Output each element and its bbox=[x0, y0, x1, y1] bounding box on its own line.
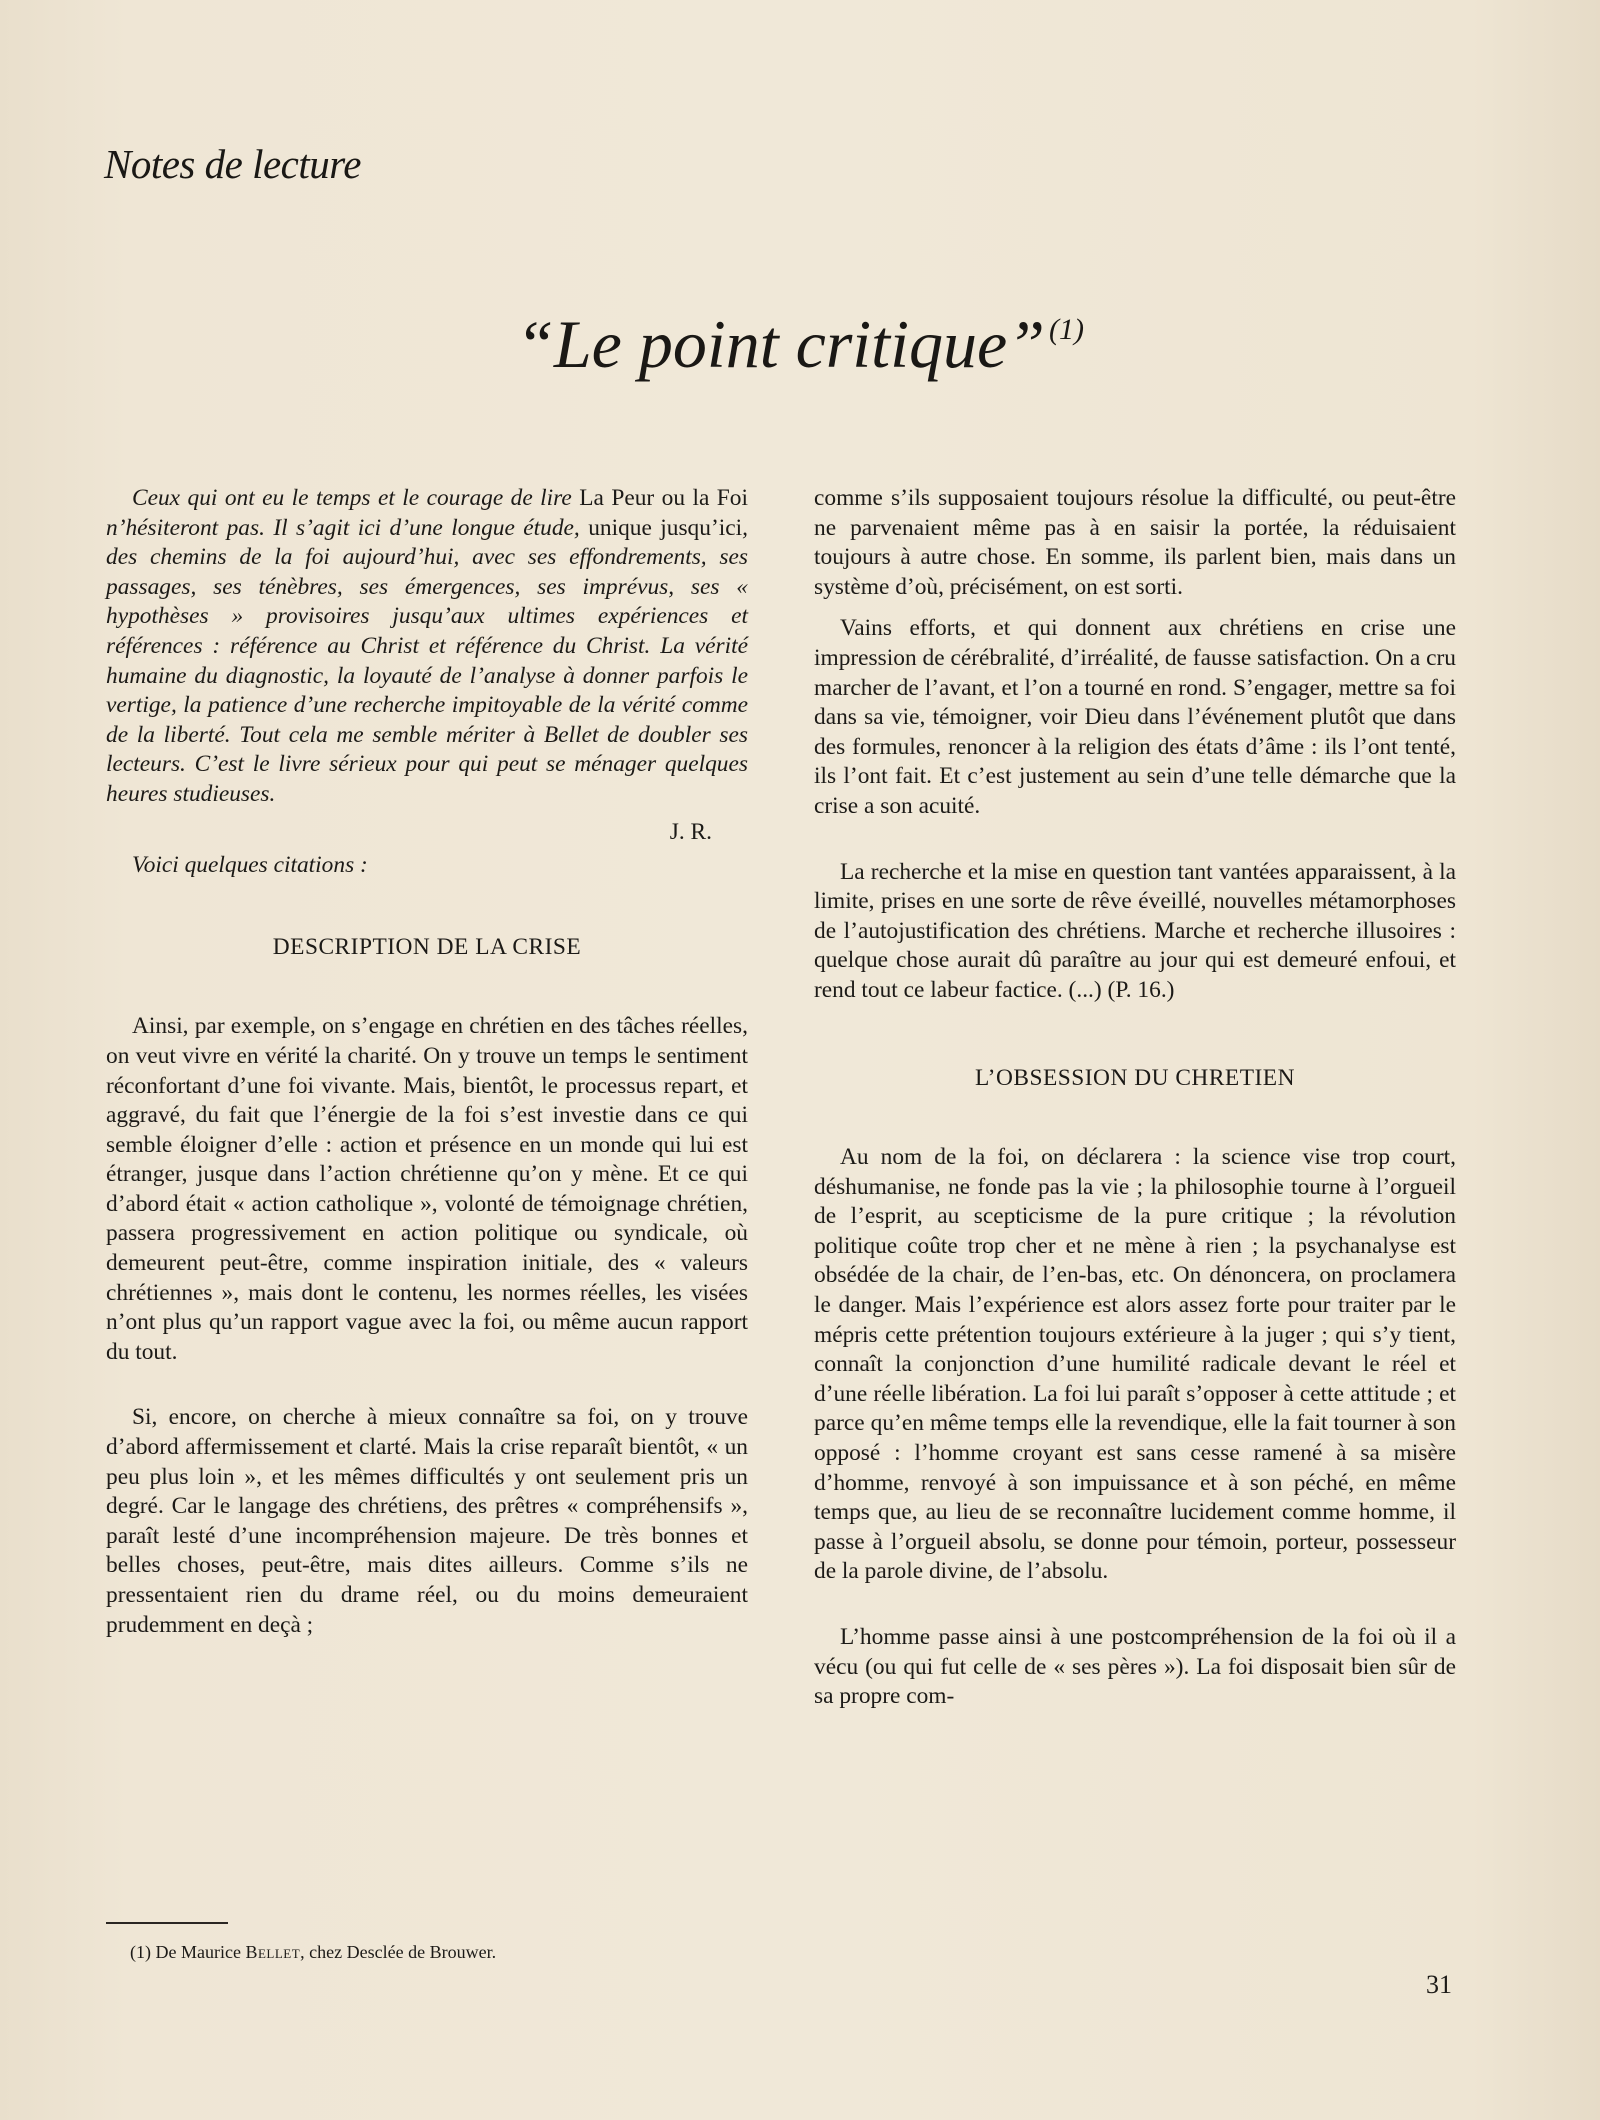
article-title-text: “Le point critique” bbox=[516, 306, 1045, 382]
section-heading: L’OBSESSION DU CHRETIEN bbox=[975, 1064, 1295, 1091]
body-paragraph: L’homme passe ainsi à une postcompréhension de la foi où il a vécu (ou qui fut celle de « ses pères »). La foi disposait bien sûr de sa propre com- bbox=[814, 1624, 1456, 1710]
footnote bbox=[130, 1940, 496, 1964]
section-label: Notes de lecture bbox=[104, 141, 361, 187]
body-paragraph: Vains efforts, et qui donnent aux chrétiens en crise une impression de cérébralité, d’irréalité, de fausse satisfaction. On a cru marcher de l’avant, et l’on a tourné en rond. S’engager, mettre sa foi dans sa vie, témoigner, voir Dieu dans l’événement plutôt que dans des formules, renoncer à la religion des états d’âme : ils l’ont tenté, ils l’ont fait. Et c’est justement au sein d’une telle démarche que la crise a son acuité. bbox=[814, 615, 1456, 819]
intro-text-1: Ceux qui ont eu le temps et le courage de lire bbox=[132, 485, 580, 511]
intro-text-2: n’hésiteront pas. Il s’agit ici d’une longue étude, bbox=[106, 514, 589, 541]
page-number: 31 bbox=[1426, 1970, 1452, 1999]
footnote-prefix: (1) De Maurice bbox=[130, 1942, 246, 1962]
body-paragraph: Si, encore, on cherche à mieux connaître sa foi, on y trouve d’abord affermissement et clarté. Mais la crise reparaît bientôt, « un peu plus loin », et les mêmes difficultés y ont seulement pris un degré. Car le langage des chrétiens, des prêtres « compréhensifs », paraît lesté d’une incompréhension majeure. De très bonnes et belles choses, peut-être, mais dites ailleurs. Comme s’ils ne pressentaient rien du drame réel, ou du moins demeuraient prudemment en deçà ; bbox=[106, 1404, 748, 1638]
body-paragraph: Ainsi, par exemple, on s’engage en chrétien en des tâches réelles, on veut vivre en vérité la charité. On y trouve un temps le sentiment réconfortant d’une foi vivante. Mais, bientôt, le processus repart, et aggravé, du fait que l’énergie de la foi s’est investie dans ce qui semble éloigner d’elle : action et présence en un monde qui lui est étranger, jusque dans l’action chrétienne qu’on y mène. Et ce qui d’abord était « action catholique », volonté de témoignage chrétien, passera progressivement en action politique ou syndicale, où demeurent peut-être, comme inspiration initiale, des « valeurs chrétiennes », mais dont le contenu, les normes réelles, les visées n’ont plus qu’un rapport vague avec la foi, ou même aucun rapport du tout. bbox=[106, 1013, 748, 1365]
intro-text-4: , des chemins de la foi aujourd’hui, avec ses effondrements, ses passages, ses ténèbres, ses émergences, ses imprévus, ses « hypothèses » provisoires jusqu’aux ultimes expériences et références : référence au Christ et référence du Christ. La vérité humaine du diagnostic, la loyauté de l’analyse à donner parfois le vertige, la patience d’une recherche impitoyable de la vérité comme de la liberté. Tout cela me semble mériter à Bellet de doubler ses lecteurs. C’est le livre sérieux pour qui peut se ménager quelques heures studieuses. bbox=[106, 514, 748, 807]
body-paragraph: Au nom de la foi, on déclarera : la science vise trop court, déshumanise, ne fonde pas la vie ; la philosophie tourne à l’orgueil de l’esprit, au scepticisme de la pure critique ; la révolution politique coûte trop cher et ne mène à rien ; la psychanalyse est obsédée de la chair, de l’en-bas, etc. On dénoncera, on proclamera le danger. Mais l’expérience est alors assez forte pour traiter par le mépris cette prétention toujours extérieure à la juger ; qui s’y tient, connaît la conjonction d’une humilité radicale devant le réel et d’une réelle libération. La foi lui paraît s’opposer à cette attitude ; et parce qu’en même temps elle la revendique, elle la fait tourner à son opposé : l’homme croyant est sans cesse ramené à sa misère d’homme, renvoyé à son impuissance et à son péché, en même temps que, au lieu de se reconnaître lucidement comme homme, il passe à l’orgueil absolu, se donne pour témoin, porteur, possesseur de la parole divine, de l’absolu. bbox=[814, 1144, 1456, 1585]
section-heading: DESCRIPTION DE LA CRISE bbox=[272, 933, 582, 960]
signature: J. R. bbox=[669, 818, 712, 845]
body-paragraph: comme s’ils supposaient toujours résolue la difficulté, ou peut-être ne parvenaient même pas à en saisir la portée, la réduisaient toujours à autre chose. En somme, ils parlent bien, mais dans un système d’où, précisément, on est sorti. bbox=[814, 485, 1456, 600]
article-title bbox=[0, 305, 1600, 384]
intro-text-3: unique jusqu’ici bbox=[588, 514, 743, 541]
book-title-ref: La Peur ou la Foi bbox=[579, 485, 748, 511]
right-column bbox=[814, 484, 1456, 1712]
left-column bbox=[106, 484, 748, 1640]
footnote-rule bbox=[106, 1922, 228, 1924]
footnote-author: Bellet bbox=[245, 1942, 301, 1962]
title-footnote-marker: (1) bbox=[1048, 313, 1084, 346]
footnote-suffix: , chez Desclée de Brouwer. bbox=[300, 1942, 497, 1962]
body-paragraph: La recherche et la mise en question tant vantées apparaissent, à la limite, prises en une sorte de rêve éveillé, nouvelles métamorphoses de l’autojustification des chrétiens. Marche et recherche illusoires : quelque chose aurait dû paraître au jour qui est demeuré enfoui, et rend tout ce labeur factice. (...) (P. 16.) bbox=[814, 858, 1456, 1003]
intro-paragraph bbox=[106, 484, 748, 810]
citations-intro: Voici quelques citations : bbox=[132, 852, 368, 879]
